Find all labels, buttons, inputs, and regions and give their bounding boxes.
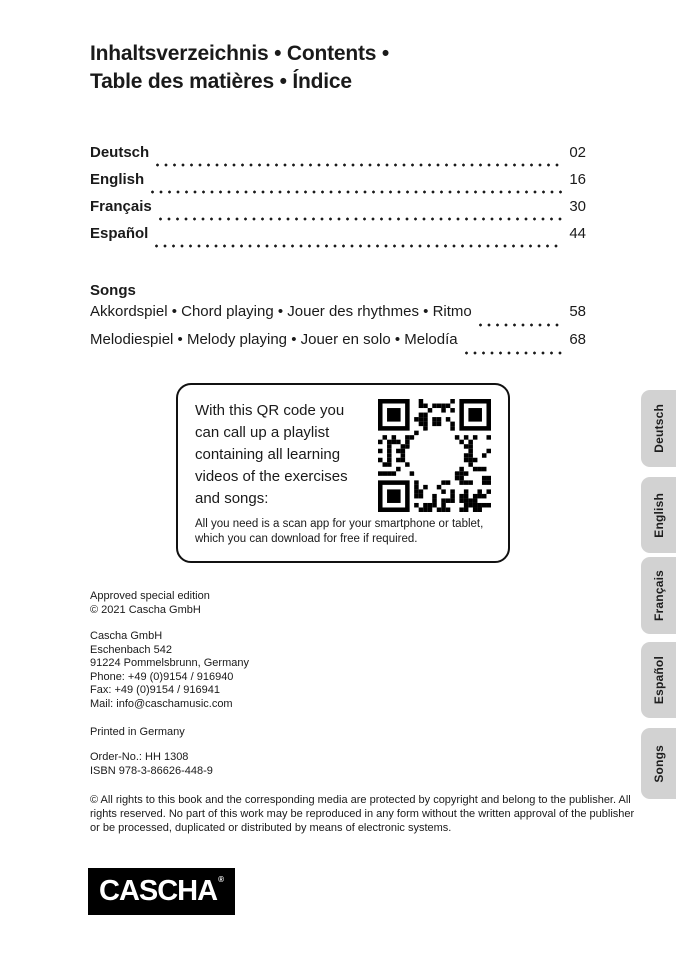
toc-entry-label: Melodiespiel • Melody playing • Jouer en solo • Melodía <box>90 331 458 348</box>
page-title-line1: Inhaltsverzeichnis • Contents • <box>90 42 390 65</box>
toc-entry-chord-playing <box>90 303 586 331</box>
qr-code-icon <box>378 399 491 512</box>
side-tab-francais <box>641 557 676 634</box>
toc-entry-page-number: 02 <box>569 144 586 161</box>
side-tab-label: English <box>651 492 666 538</box>
dotted-leader <box>465 351 563 355</box>
page-title <box>90 40 389 96</box>
toc-entry-label: Akkordspiel • Chord playing • Jouer des rhythmes • Ritmo <box>90 303 472 320</box>
cascha-logo <box>88 868 235 915</box>
cascha-logo-text: CASCHA <box>99 875 218 907</box>
copyright-notice: © All rights to this book and the corresponding media are protected by copyright and belong to the publisher. All rights reserved. No part of this work may be reproduced in any form without the written approval of the publisher or be processed, duplicated or distributed by means of electronic systems. <box>90 794 635 834</box>
toc-entry-label: Deutsch <box>90 144 150 161</box>
dotted-leader <box>156 163 562 167</box>
toc-entry-melody-playing <box>90 331 586 359</box>
imprint-line: Approved special edition <box>90 590 210 602</box>
imprint-line: © 2021 Cascha GmbH <box>90 603 201 616</box>
imprint-address-block <box>90 630 249 711</box>
side-tab-label: Songs <box>651 744 666 783</box>
qr-note-text: All you need is a scan app for your smartphone or tablet, which you can download for free if required. <box>195 518 484 545</box>
registered-trademark-mark: ® <box>218 875 224 884</box>
qr-info-box <box>176 383 510 563</box>
toc-entry-page-number: 68 <box>569 331 586 348</box>
imprint-edition-block <box>90 590 210 617</box>
toc-entry-page-number: 58 <box>569 303 586 320</box>
imprint-line: Fax: +49 (0)9154 / 916941 <box>90 684 220 696</box>
toc-entry-page-number: 16 <box>569 171 586 188</box>
side-tab-deutsch <box>641 390 676 467</box>
imprint-email-line: Mail: info@caschamusic.com <box>90 697 233 710</box>
imprint-line: Eschenbach 542 <box>90 643 172 656</box>
toc-entry-espanol <box>90 225 586 252</box>
imprint-line: Cascha GmbH <box>90 630 163 642</box>
side-tab-label: Español <box>651 655 666 705</box>
toc-entry-page-number: 30 <box>569 198 586 215</box>
imprint-printed-block <box>90 726 185 740</box>
page-title-line2: Table des matières • Índice <box>90 70 352 93</box>
dotted-leader <box>159 217 563 221</box>
side-tab-english <box>641 477 676 553</box>
imprint-line: Phone: +49 (0)9154 / 916940 <box>90 670 234 683</box>
side-tab-songs <box>641 728 676 799</box>
toc-entry-label: English <box>90 171 145 188</box>
toc-entry-label: Français <box>90 198 152 215</box>
toc-songs-list <box>90 303 586 359</box>
songs-section-heading: Songs <box>90 282 136 299</box>
order-number-line: Order-No.: HH 1308 <box>90 751 189 763</box>
toc-entry-francais <box>90 198 586 225</box>
imprint-line: 91224 Pommelsbrunn, Germany <box>90 657 249 669</box>
toc-entry-english <box>90 171 586 198</box>
toc-entry-page-number: 44 <box>569 225 586 242</box>
side-tab-label: Deutsch <box>651 404 666 453</box>
side-tab-espanol <box>641 642 676 718</box>
imprint-line: Printed in Germany <box>90 726 185 738</box>
dotted-leader <box>155 244 562 248</box>
dotted-leader <box>151 190 562 194</box>
imprint-order-block <box>90 751 213 778</box>
toc-entry-label: Español <box>90 225 149 242</box>
dotted-leader <box>479 323 563 327</box>
side-tab-label: Français <box>651 570 666 621</box>
toc-entry-deutsch <box>90 144 586 171</box>
toc-language-list <box>90 144 586 252</box>
isbn-line: ISBN 978-3-86626-448-9 <box>90 764 213 777</box>
qr-lead-text: With this QR code you can call up a playlist containing all learning videos of the exercises and songs: <box>195 402 348 507</box>
